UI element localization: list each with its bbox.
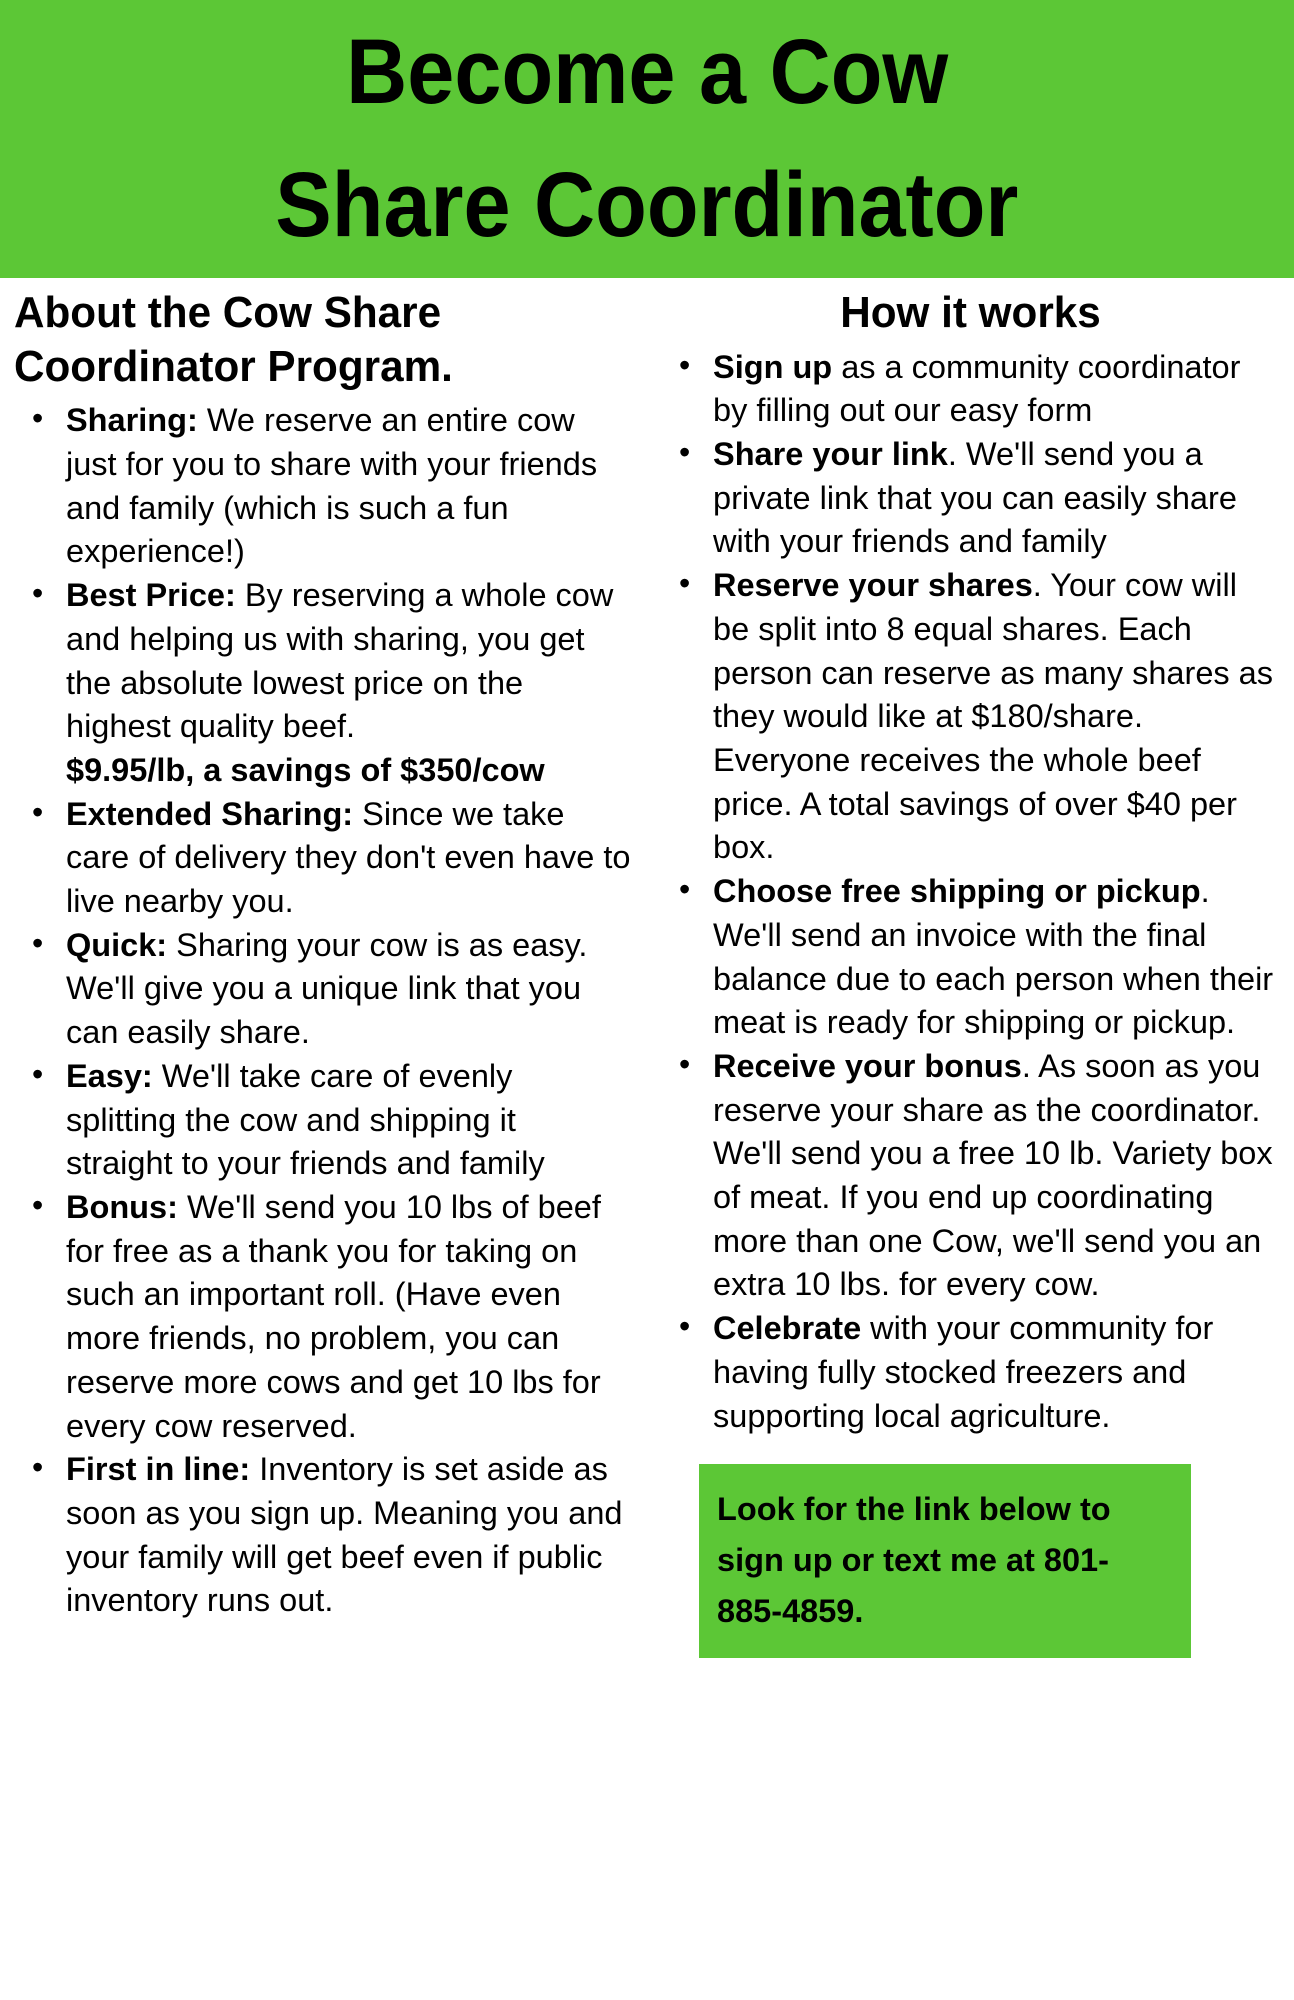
bullet-lead: Extended Sharing: bbox=[66, 795, 354, 832]
bullet-lead: Reserve your shares bbox=[713, 567, 1033, 604]
bullet-text: Inventory is set aside as soon as you sign up. Meaning you and your family will get beef even if public inventory runs out. bbox=[66, 1451, 623, 1619]
bullet-text: Since we take care of delivery they don't even have to live nearby you. bbox=[66, 795, 631, 920]
bullet-lead: Sign up bbox=[713, 348, 833, 385]
header-title-line-1: Become a Cow bbox=[345, 21, 949, 123]
list-item bbox=[661, 564, 1280, 870]
right-column bbox=[647, 278, 1280, 1658]
list-item bbox=[14, 924, 631, 1055]
list-item bbox=[14, 1448, 631, 1623]
bullet-text: . Your cow will be split into 8 equal shares. Each person can reserve as many shares as they would like at $180/share. Everyone receives the whole beef price. A total savings of over $40 per box. bbox=[713, 567, 1274, 866]
list-item bbox=[661, 1045, 1280, 1307]
bullet-lead: Share your link bbox=[713, 436, 948, 473]
header-banner bbox=[0, 0, 1294, 278]
bullet-lead: Bonus: bbox=[66, 1189, 178, 1225]
bullet-lead: Easy: bbox=[66, 1057, 153, 1094]
bullet-text: We'll send you 10 lbs of beef for free as a thank you for taking on such an important roll. (Have even more friends, no problem, you can reserve more cows and get 10 lbs for every cow reserved. bbox=[66, 1189, 601, 1444]
bullet-lead: Quick: bbox=[66, 926, 168, 963]
bullet-text: with your community for having fully stocked freezers and supporting local agriculture. bbox=[713, 1310, 1214, 1434]
bullet-lead: Best Price: bbox=[66, 577, 236, 614]
bullet-lead: Celebrate bbox=[713, 1310, 862, 1347]
signup-callout-text: Look for the link below to sign up or text me at 801-885-4859. bbox=[717, 1491, 1111, 1629]
content-columns bbox=[0, 278, 1294, 1658]
bullet-lead: Receive your bonus bbox=[713, 1047, 1022, 1084]
bullet-lead: First in line: bbox=[66, 1451, 251, 1488]
list-item bbox=[661, 433, 1280, 564]
bullet-text: . As soon as you reserve your share as the coordinator. We'll send you a free 10 lb. Variety box of meat. If you end up coordinating more than one Cow, we'll send you an extra 10 lbs. for every cow. bbox=[713, 1047, 1273, 1303]
list-item bbox=[14, 1186, 631, 1448]
bullet-text: We'll take care of evenly splitting the cow and shipping it straight to your friends and family bbox=[66, 1057, 545, 1182]
bullet-lead: Choose free shipping or pickup bbox=[713, 873, 1201, 910]
right-column-title: How it works bbox=[840, 288, 1101, 337]
list-item bbox=[14, 399, 631, 574]
bullet-text: We reserve an entire cow just for you to share with your friends and family (which is such a fun experience!) bbox=[66, 402, 598, 570]
bullet-text: . We'll send you a private link that you can easily share with your friends and family bbox=[713, 436, 1237, 560]
list-item bbox=[661, 1307, 1280, 1438]
signup-callout-box bbox=[699, 1464, 1191, 1658]
list-item bbox=[14, 574, 631, 793]
bullet-text: as a community coordinator by filling out our easy form bbox=[713, 348, 1241, 429]
bullet-text: Sharing your cow is as easy. We'll give you a unique link that you can easily share. bbox=[66, 926, 588, 1051]
bullet-lead: Sharing: bbox=[66, 402, 198, 439]
bullet-text: . We'll send an invoice with the final balance due to each person when their meat is ready for shipping or pickup. bbox=[713, 873, 1274, 1041]
list-item bbox=[661, 346, 1280, 433]
header-title-line-2: Share Coordinator bbox=[275, 154, 1019, 257]
list-item bbox=[14, 793, 631, 924]
list-item bbox=[661, 870, 1280, 1045]
price-emphasis: $9.95/lb, a savings of $350/cow bbox=[66, 751, 545, 788]
bullet-text: By reserving a whole cow and helping us with sharing, you get the absolute lowest price on the highest quality beef. bbox=[66, 577, 614, 745]
left-column-title: About the Cow Share Coordinator Program. bbox=[14, 288, 453, 391]
left-column bbox=[14, 278, 647, 1658]
list-item bbox=[14, 1055, 631, 1186]
how-it-works-list bbox=[661, 346, 1280, 1439]
about-program-list bbox=[14, 399, 631, 1623]
